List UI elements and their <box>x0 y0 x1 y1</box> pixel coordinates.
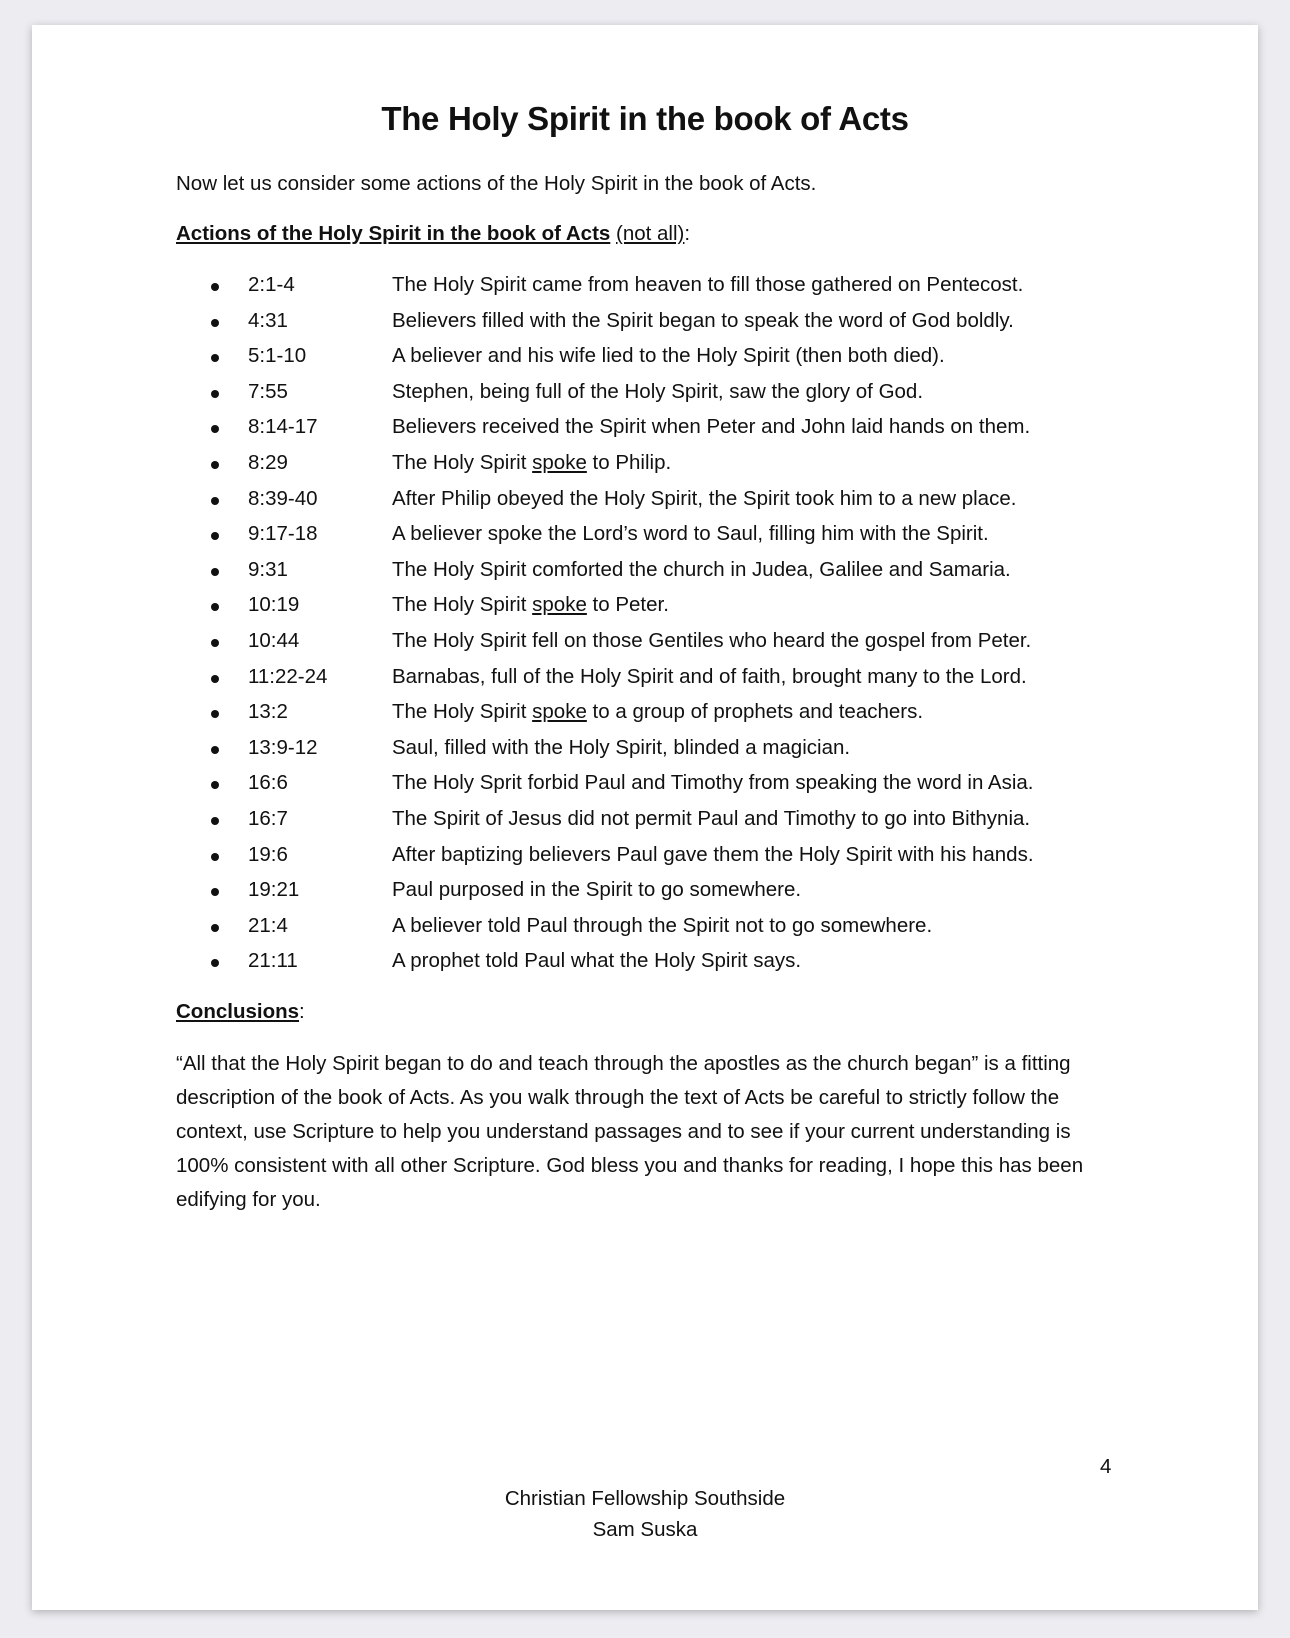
action-description <box>392 736 850 760</box>
scripture-reference: 2:1-4 <box>248 273 295 296</box>
action-description <box>392 843 1034 867</box>
bullet-icon <box>211 461 219 469</box>
bullet-icon <box>211 924 219 932</box>
bullet-icon <box>211 603 219 611</box>
bullet-icon <box>211 888 219 896</box>
list-heading <box>176 222 690 246</box>
scripture-reference: 19:21 <box>248 878 300 902</box>
bullet-icon <box>211 532 219 540</box>
scripture-reference: 8:39-40 <box>248 486 318 510</box>
description-text: After Philip obeyed the Holy Spirit, the Spirit took him to a new place. <box>392 486 1017 510</box>
action-description <box>392 949 801 973</box>
scripture-reference: 11:22-24 <box>248 664 328 688</box>
list-heading-suffix: : <box>684 222 691 245</box>
action-description <box>392 665 1027 689</box>
bullet-icon <box>211 568 219 576</box>
scripture-reference: 4:31 <box>248 308 288 332</box>
description-text: The Holy Spirit <box>392 450 533 474</box>
description-text: Stephen, being full of the Holy Spirit, saw the glory of God. <box>392 379 924 403</box>
action-description <box>392 593 669 617</box>
bullet-icon <box>211 497 219 505</box>
scripture-reference: 9:31 <box>248 557 288 581</box>
scripture-reference: 5:1-10 <box>248 344 307 368</box>
description-text: Saul, filled with the Holy Spirit, blinded a magician. <box>392 735 851 759</box>
action-description <box>392 878 801 902</box>
action-description <box>392 309 1014 333</box>
description-text: After baptizing believers Paul gave them the Holy Spirit with his hands. <box>392 842 1034 866</box>
bullet-icon <box>211 283 219 291</box>
bullet-icon <box>211 710 219 718</box>
conclusions-heading <box>176 1000 305 1024</box>
action-description <box>392 415 1030 439</box>
description-text-end: to a group of prophets and teachers. <box>586 700 924 724</box>
intro-paragraph: Now let us consider some actions of the Holy Spirit in the book of Acts. <box>176 172 817 195</box>
list-heading-bold: Actions of the Holy Spirit in the book of Acts <box>176 222 611 245</box>
description-text: The Holy Spirit <box>392 593 533 617</box>
bullet-icon <box>211 354 219 362</box>
bullet-icon <box>211 781 219 789</box>
scripture-reference: 13:9-12 <box>248 735 318 759</box>
description-text-end: to Philip. <box>586 450 672 474</box>
description-text: A believer told Paul through the Spirit not to go somewhere. <box>392 913 933 937</box>
bullet-icon <box>211 639 219 647</box>
footer-organization: Christian Fellowship Southside <box>504 1487 786 1510</box>
bullet-icon <box>211 425 219 433</box>
bullet-icon <box>211 959 219 967</box>
action-description <box>392 522 989 546</box>
scripture-reference: 16:6 <box>248 771 288 795</box>
scripture-reference: 9:17-18 <box>248 522 318 546</box>
conclusions-heading-suffix: : <box>299 1000 305 1023</box>
description-text: The Spirit of Jesus did not permit Paul and Timothy to go into Bithynia. <box>392 806 1031 830</box>
description-text: A believer and his wife lied to the Holy Spirit (then both died). <box>392 344 945 368</box>
page-number: 4 <box>1100 1455 1112 1478</box>
footer-author: Sam Suska <box>592 1518 698 1541</box>
scripture-reference: 21:11 <box>248 949 298 973</box>
description-text: A believer spoke the Lord’s word to Saul, filling him with the Spirit. <box>392 522 989 546</box>
description-text: The Holy Spirit fell on those Gentiles who heard the gospel from Peter. <box>392 628 1032 652</box>
description-text: The Holy Spirit <box>392 700 533 724</box>
description-text: Barnabas, full of the Holy Spirit and of faith, brought many to the Lord. <box>392 664 1027 688</box>
conclusion-paragraph: “All that the Holy Spirit began to do and teach through the apostles as the church began” is a fitting description of the book of Acts. As you walk through the text of Acts be careful to strictly follow the context, use Scripture to help you understand passages and to see if your current understanding is 100% consistent with all other Scripture. God bless you and thanks for reading, I hope this has been edifying for you. <box>176 1052 1084 1211</box>
description-text: The Holy Spirit comforted the church in Judea, Galilee and Samaria. <box>392 557 1011 581</box>
document-page <box>32 25 1258 1610</box>
scripture-reference: 16:7 <box>248 806 288 830</box>
bullet-icon <box>211 746 219 754</box>
scripture-reference: 10:44 <box>248 628 300 652</box>
scripture-reference: 19:6 <box>248 842 288 866</box>
description-text: Believers received the Spirit when Peter and John laid hands on them. <box>392 415 1031 439</box>
action-description <box>392 700 923 724</box>
scripture-reference: 21:4 <box>248 913 288 937</box>
action-description <box>392 629 1031 653</box>
action-description <box>392 771 1034 795</box>
description-text: The Holy Sprit forbid Paul and Timothy from speaking the word in Asia. <box>392 771 1034 795</box>
action-description <box>392 344 945 368</box>
list-heading-note: (not all) <box>616 222 685 245</box>
bullet-icon <box>211 853 219 861</box>
action-description <box>392 487 1016 511</box>
bullet-icon <box>211 675 219 683</box>
bullet-icon <box>211 390 219 398</box>
action-description <box>392 807 1030 831</box>
description-text: The Holy Spirit came from heaven to fill those gathered on Pentecost. <box>392 273 1024 296</box>
description-text-end: to Peter. <box>586 593 669 617</box>
action-description <box>392 273 1023 297</box>
action-description <box>392 558 1011 582</box>
scripture-reference: 7:55 <box>248 379 288 403</box>
scripture-reference: 8:14-17 <box>248 415 318 439</box>
page-title: The Holy Spirit in the book of Acts <box>381 100 909 137</box>
description-text: A prophet told Paul what the Holy Spirit says. <box>392 949 802 973</box>
description-underlined: spoke <box>532 593 587 617</box>
description-underlined: spoke <box>532 450 587 474</box>
bullet-icon <box>211 319 219 327</box>
scripture-reference: 13:2 <box>248 700 288 724</box>
description-text: Paul purposed in the Spirit to go somewhere. <box>392 878 802 902</box>
action-description <box>392 914 932 938</box>
bullet-icon <box>211 817 219 825</box>
footer <box>32 1483 1258 1545</box>
description-underlined: spoke <box>532 700 587 724</box>
action-description <box>392 380 923 404</box>
conclusions-heading-bold: Conclusions <box>176 1000 300 1023</box>
action-description <box>392 451 671 475</box>
scripture-reference: 8:29 <box>248 450 288 474</box>
scripture-reference: 10:19 <box>248 593 300 617</box>
description-text: Believers filled with the Spirit began to speak the word of God boldly. <box>392 308 1014 332</box>
